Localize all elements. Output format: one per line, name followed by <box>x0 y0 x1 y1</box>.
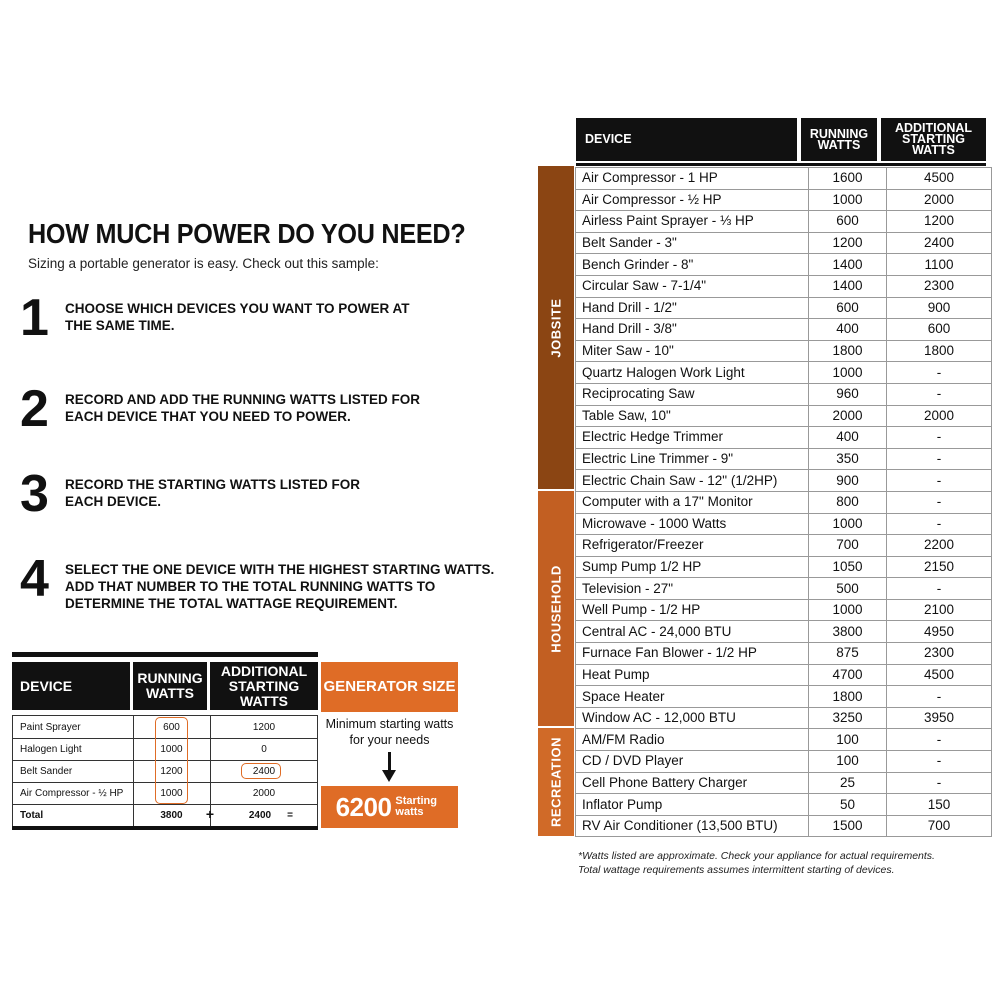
arrow-down-icon <box>388 752 391 772</box>
starting-watts-cell: - <box>887 383 992 405</box>
device-cell: Well Pump - 1/2 HP <box>576 599 809 621</box>
step-2 <box>20 380 490 451</box>
device-cell: Television - 27" <box>576 578 809 600</box>
starting-watts-cell: 2300 <box>887 275 992 297</box>
step-number: 3 <box>20 465 49 523</box>
starting-watts-cell: - <box>887 686 992 708</box>
device-cell: Electric Hedge Trimmer <box>576 427 809 449</box>
table-row <box>576 815 992 837</box>
sample-row-starting: 2400 <box>252 765 276 777</box>
footnote <box>578 849 935 877</box>
step-text: SELECT THE ONE DEVICE WITH THE HIGHEST STARTING WATTS. ADD THAT NUMBER TO THE TOTAL RUNNING WATTS TO DETERMINE THE TOTAL WATTAGE REQUIREMENT. <box>65 562 495 611</box>
running-watts-cell: 1600 <box>809 168 887 190</box>
table-row <box>576 362 992 384</box>
device-cell: AM/FM Radio <box>576 729 809 751</box>
step-text: CHOOSE WHICH DEVICES YOU WANT TO POWER AT THE SAME TIME. <box>65 301 410 333</box>
running-watts-cell: 1000 <box>809 599 887 621</box>
generator-size-value: 6200 <box>335 791 392 822</box>
running-watts-cell: 1200 <box>809 232 887 254</box>
step-number: 2 <box>20 380 49 438</box>
table-row <box>576 599 992 621</box>
running-watts-cell: 875 <box>809 643 887 665</box>
table-row <box>576 254 992 276</box>
device-cell: Cell Phone Battery Charger <box>576 772 809 794</box>
running-watts-cell: 1000 <box>809 189 887 211</box>
table-row <box>576 621 992 643</box>
device-cell: CD / DVD Player <box>576 751 809 773</box>
running-watts-cell: 1800 <box>809 686 887 708</box>
device-cell: Electric Chain Saw - 12" (1/2HP) <box>576 470 809 492</box>
device-cell: Microwave - 1000 Watts <box>576 513 809 535</box>
running-watts-cell: 3800 <box>809 621 887 643</box>
starting-watts-cell: - <box>887 578 992 600</box>
starting-watts-cell: 4950 <box>887 621 992 643</box>
starting-watts-cell: 2200 <box>887 535 992 557</box>
step-text: RECORD THE STARTING WATTS LISTED FOR EACH DEVICE. <box>65 477 360 509</box>
sample-header-starting: ADDITIONAL STARTING WATTS <box>210 662 318 710</box>
device-cell: Inflator Pump <box>576 794 809 816</box>
running-watts-cell: 1500 <box>809 815 887 837</box>
table-row <box>576 535 992 557</box>
starting-watts-cell: 2000 <box>887 189 992 211</box>
running-watts-cell: 1000 <box>809 513 887 535</box>
starting-watts-cell: 3950 <box>887 707 992 729</box>
page-title: HOW MUCH POWER DO YOU NEED? <box>28 218 466 249</box>
category-recreation <box>538 728 574 836</box>
running-watts-cell: 1000 <box>809 362 887 384</box>
device-cell: RV Air Conditioner (13,500 BTU) <box>576 815 809 837</box>
device-cell: Hand Drill - 3/8" <box>576 319 809 341</box>
table-row <box>576 189 992 211</box>
table-row <box>576 513 992 535</box>
running-watts-cell: 900 <box>809 470 887 492</box>
sample-row-device: Paint Sprayer <box>20 721 81 733</box>
category-label: RECREATION <box>548 737 564 827</box>
running-watts-cell: 960 <box>809 383 887 405</box>
sample-row-device: Halogen Light <box>20 743 82 755</box>
table-row <box>576 664 992 686</box>
device-cell: Heat Pump <box>576 664 809 686</box>
running-watts-cell: 1800 <box>809 340 887 362</box>
plus-sign: + <box>205 806 215 822</box>
device-cell: Hand Drill - 1/2" <box>576 297 809 319</box>
table-row <box>576 297 992 319</box>
starting-watts-cell: - <box>887 427 992 449</box>
top-rule <box>12 652 318 657</box>
starting-watts-cell: - <box>887 448 992 470</box>
starting-watts-cell: - <box>887 491 992 513</box>
running-watts-cell: 800 <box>809 491 887 513</box>
table-row <box>576 751 992 773</box>
running-watts-cell: 1400 <box>809 275 887 297</box>
table-header-starting: ADDITIONAL STARTING WATTS <box>881 118 986 161</box>
device-cell: Quartz Halogen Work Light <box>576 362 809 384</box>
table-row <box>576 319 992 341</box>
running-watts-cell: 500 <box>809 578 887 600</box>
generator-size-unit: Starting watts <box>395 795 437 818</box>
arrow-down-icon-head <box>382 770 396 782</box>
starting-watts-cell: 4500 <box>887 168 992 190</box>
sample-calculation <box>12 652 460 842</box>
table-row <box>576 340 992 362</box>
starting-watts-cell: 4500 <box>887 664 992 686</box>
starting-watts-cell: 1200 <box>887 211 992 233</box>
running-watts-cell: 700 <box>809 535 887 557</box>
starting-watts-cell: 2000 <box>887 405 992 427</box>
device-cell: Miter Saw - 10" <box>576 340 809 362</box>
starting-watts-cell: 1800 <box>887 340 992 362</box>
minimum-starting-text: Minimum starting watts for your needs <box>325 717 454 747</box>
sample-row-starting: 2000 <box>252 787 276 799</box>
sample-header-running: RUNNING WATTS <box>133 662 207 710</box>
device-cell: Circular Saw - 7-1/4" <box>576 275 809 297</box>
starting-watts-cell: - <box>887 362 992 384</box>
starting-watts-cell: - <box>887 513 992 535</box>
table-row <box>576 275 992 297</box>
device-cell: Sump Pump 1/2 HP <box>576 556 809 578</box>
running-watts-cell: 50 <box>809 794 887 816</box>
table-row <box>576 448 992 470</box>
device-cell: Table Saw, 10" <box>576 405 809 427</box>
device-cell: Belt Sander - 3" <box>576 232 809 254</box>
table-row <box>576 491 992 513</box>
running-watts-cell: 600 <box>809 211 887 233</box>
step-3 <box>20 465 490 536</box>
device-cell: Furnace Fan Blower - 1/2 HP <box>576 643 809 665</box>
table-row <box>576 686 992 708</box>
category-household <box>538 491 574 726</box>
device-cell: Air Compressor - 1 HP <box>576 168 809 190</box>
starting-watts-cell: - <box>887 729 992 751</box>
table-row <box>576 232 992 254</box>
starting-watts-cell: 600 <box>887 319 992 341</box>
starting-watts-cell: - <box>887 470 992 492</box>
running-watts-cell: 3250 <box>809 707 887 729</box>
device-wattage-table <box>575 167 992 837</box>
sample-row-running: 600 <box>163 721 180 733</box>
step-4 <box>20 550 495 621</box>
device-cell: Airless Paint Sprayer - ⅓ HP <box>576 211 809 233</box>
running-watts-cell: 4700 <box>809 664 887 686</box>
total-starting: 2400 <box>248 809 272 821</box>
total-running: 3800 <box>160 809 183 821</box>
device-cell: Central AC - 24,000 BTU <box>576 621 809 643</box>
generator-size-result <box>321 786 458 828</box>
table-row <box>576 211 992 233</box>
table-row <box>576 707 992 729</box>
starting-watts-cell: - <box>887 772 992 794</box>
running-watts-cell: 2000 <box>809 405 887 427</box>
table-header-device: DEVICE <box>576 118 797 161</box>
running-watts-cell: 350 <box>809 448 887 470</box>
sample-row-running: 1000 <box>160 787 183 799</box>
category-label: JOBSITE <box>548 297 564 358</box>
step-number: 1 <box>20 289 49 347</box>
running-watts-cell: 400 <box>809 427 887 449</box>
sample-row-device: Belt Sander <box>20 765 73 777</box>
starting-watts-cell: 2100 <box>887 599 992 621</box>
total-label: Total <box>20 809 44 821</box>
footnote-line-1: *Watts listed are approximate. Check your appliance for actual requirements. <box>578 850 935 862</box>
footnote-line-2: Total wattage requirements assumes intermittent starting of devices. <box>578 864 895 876</box>
running-watts-cell: 400 <box>809 319 887 341</box>
grid-line <box>12 715 318 716</box>
bottom-rule <box>12 826 318 830</box>
header-rule <box>576 163 986 166</box>
table-row <box>576 578 992 600</box>
starting-watts-cell: 1100 <box>887 254 992 276</box>
table-row <box>576 470 992 492</box>
table-row <box>576 427 992 449</box>
device-cell: Electric Line Trimmer - 9" <box>576 448 809 470</box>
sample-row-starting: 0 <box>261 743 267 755</box>
running-watts-cell: 600 <box>809 297 887 319</box>
running-watts-cell: 1050 <box>809 556 887 578</box>
table-row <box>576 772 992 794</box>
table-header-running: RUNNING WATTS <box>801 118 877 161</box>
running-watts-cell: 100 <box>809 751 887 773</box>
running-watts-cell: 1400 <box>809 254 887 276</box>
sample-header-device: DEVICE <box>12 662 130 710</box>
grid-line <box>12 715 13 826</box>
table-row <box>576 168 992 190</box>
device-cell: Space Heater <box>576 686 809 708</box>
sample-row-starting: 1200 <box>252 721 276 733</box>
starting-watts-cell: 2400 <box>887 232 992 254</box>
starting-watts-cell: - <box>887 751 992 773</box>
running-watts-cell: 100 <box>809 729 887 751</box>
device-cell: Refrigerator/Freezer <box>576 535 809 557</box>
starting-watts-cell: 900 <box>887 297 992 319</box>
table-row <box>576 794 992 816</box>
page-subtitle: Sizing a portable generator is easy. Check out this sample: <box>28 256 379 271</box>
category-label: HOUSEHOLD <box>548 564 564 653</box>
category-jobsite <box>538 166 574 489</box>
generator-size-header: GENERATOR SIZE <box>321 662 458 712</box>
device-cell: Air Compressor - ½ HP <box>576 189 809 211</box>
starting-watts-cell: 2150 <box>887 556 992 578</box>
table-row <box>576 729 992 751</box>
table-row <box>576 643 992 665</box>
device-cell: Window AC - 12,000 BTU <box>576 707 809 729</box>
running-watts-cell: 25 <box>809 772 887 794</box>
starting-watts-cell: 150 <box>887 794 992 816</box>
table-row <box>576 556 992 578</box>
device-cell: Computer with a 17" Monitor <box>576 491 809 513</box>
starting-watts-cell: 700 <box>887 815 992 837</box>
sample-row-running: 1200 <box>160 765 183 777</box>
step-text: RECORD AND ADD THE RUNNING WATTS LISTED FOR EACH DEVICE THAT YOU NEED TO POWER. <box>65 392 420 424</box>
device-cell: Bench Grinder - 8" <box>576 254 809 276</box>
device-cell: Reciprocating Saw <box>576 383 809 405</box>
table-row <box>576 405 992 427</box>
sample-row-device: Air Compressor - ½ HP <box>20 787 124 799</box>
step-number: 4 <box>20 550 49 608</box>
table-row <box>576 383 992 405</box>
sample-row-running: 1000 <box>160 743 183 755</box>
step-1 <box>20 289 490 360</box>
equals-sign: = <box>287 809 293 821</box>
starting-watts-cell: 2300 <box>887 643 992 665</box>
